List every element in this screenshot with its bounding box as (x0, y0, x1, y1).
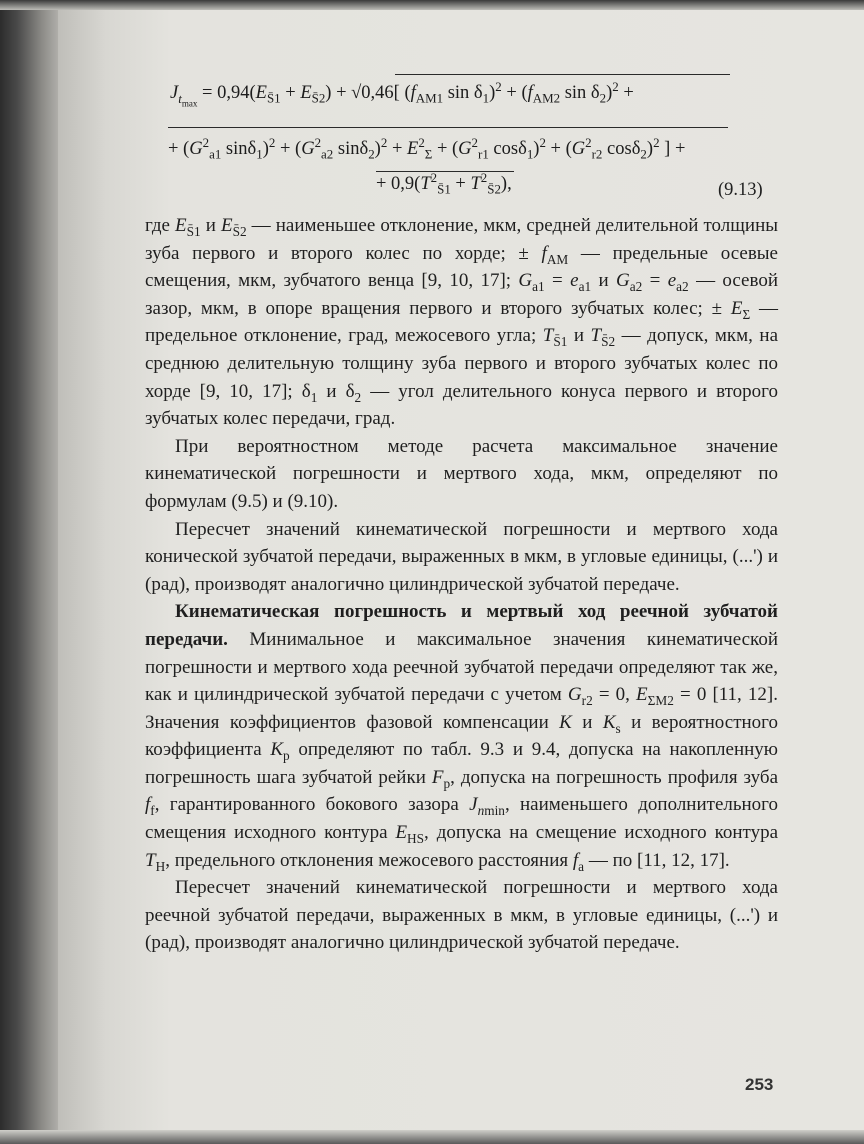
formula-line-1: $J_{t_{max}} = 0,94(E_{S̄1} + E_{S̄2}) + √0,46$[ ($f_{AM1}$ $\sin \delta_1)^2 + (f_{AM2}$ $\sin \delta_2)^2$ + (170, 78, 634, 109)
equation-number: (9.13) (718, 180, 763, 200)
paragraph-conversion-rack: Пересчет значений кинематической погрешности и мертвого хода реечной зубчатой передачи, выраженных в мкм, в угловые единицы, (...') и (рад), производят аналогично цилиндрической зубчатой передаче. (145, 877, 778, 954)
formula-line-3: + $0,9(T^2_{S̄1} + T^2_{S̄2})$, (376, 169, 512, 197)
radical-bar (395, 74, 730, 75)
radical-bar-3 (376, 171, 514, 172)
paragraph-conversion-conic: Пересчет значений кинематической погрешности и мертвого хода конической зубчатой передачи, выраженных в мкм, в угловые единицы, (...') и (рад), производят аналогично цилиндрической зубчатой передаче. (145, 518, 778, 595)
paragraph-rack: Кинематическая погрешность и мертвый ход реечной зубчатой передачи. Минимальное и максимальное значения кинематической погрешности и мертвого хода реечной зубчатой передачи определяют так же, как и цилиндрической зубчатой передачи с учетом $G_{r2} = 0$, $E_{\Sigma M2} = 0$ [11, 12]. Значения коэффициентов фазовой компенсации K и $K_s$ и вероятностного коэффициента $K_p$ определяют по табл. 9.3 и 9.4, допуска на накопленную погрешность шага зубчатой рейки $F_p$, допуска на погрешность профиля зуба $f_f$, гарантированного бокового зазора $J_{nmin}$, наименьшего дополнительного смещения исходного контура $E_{HS}$, допуска на смещение исходного контура $T_H$, предельного отклонения межосевого расстояния $f_a$ — по [11, 12, 17]. (145, 601, 779, 874)
top-edge (0, 0, 864, 10)
paragraph-where: где $E_{S̄1}$ и $E_{S̄2}$ — наименьшее отклонение, мкм, средней делительной толщины зуба первого и второго колес по хорде; ± $f_{AM}$ — предельные осевые смещения, мкм, зубчатого венца [9, 10, 17]; $G_{a1} = e_{a1}$ и $G_{a2} = e_{a2}$ — осевой зазор, мкм, в опоре вращения первого и второго зубчатых колес; ± $E_\Sigma$ — предельное отклонение, град, межосевого угла; $T_{S̄1}$ и $T_{S̄2}$ — допуск, мкм, на среднюю делительную толщину зуба первого и второго зубчатых колес по хорде [9, 10, 17]; $\delta_1$ и $\delta_2$ — угол делительного конуса первого и второго зубчатых колес передачи, град. (145, 215, 779, 430)
body-text (145, 212, 778, 957)
page-number: 253 (745, 1075, 774, 1094)
paragraph-probabilistic: При вероятностном методе расчета максимальное значение кинематической погрешности и мертвого хода, мкм, определяют по формулам (9.5) и (9.10). (145, 435, 778, 512)
formula-line-2: + ($G^2_{a1}$ $\sin\delta_1)^2 + (G^2_{a2}$ $\sin\delta_2)^2 + E^2_\Sigma + (G^2_{r1}$ $\cos\delta_1)^2 + (G^2_{r2}$ cosδ$_2$)$^2$ ] + (168, 134, 686, 162)
radical-bar-2 (168, 127, 728, 128)
bottom-edge (0, 1130, 864, 1144)
